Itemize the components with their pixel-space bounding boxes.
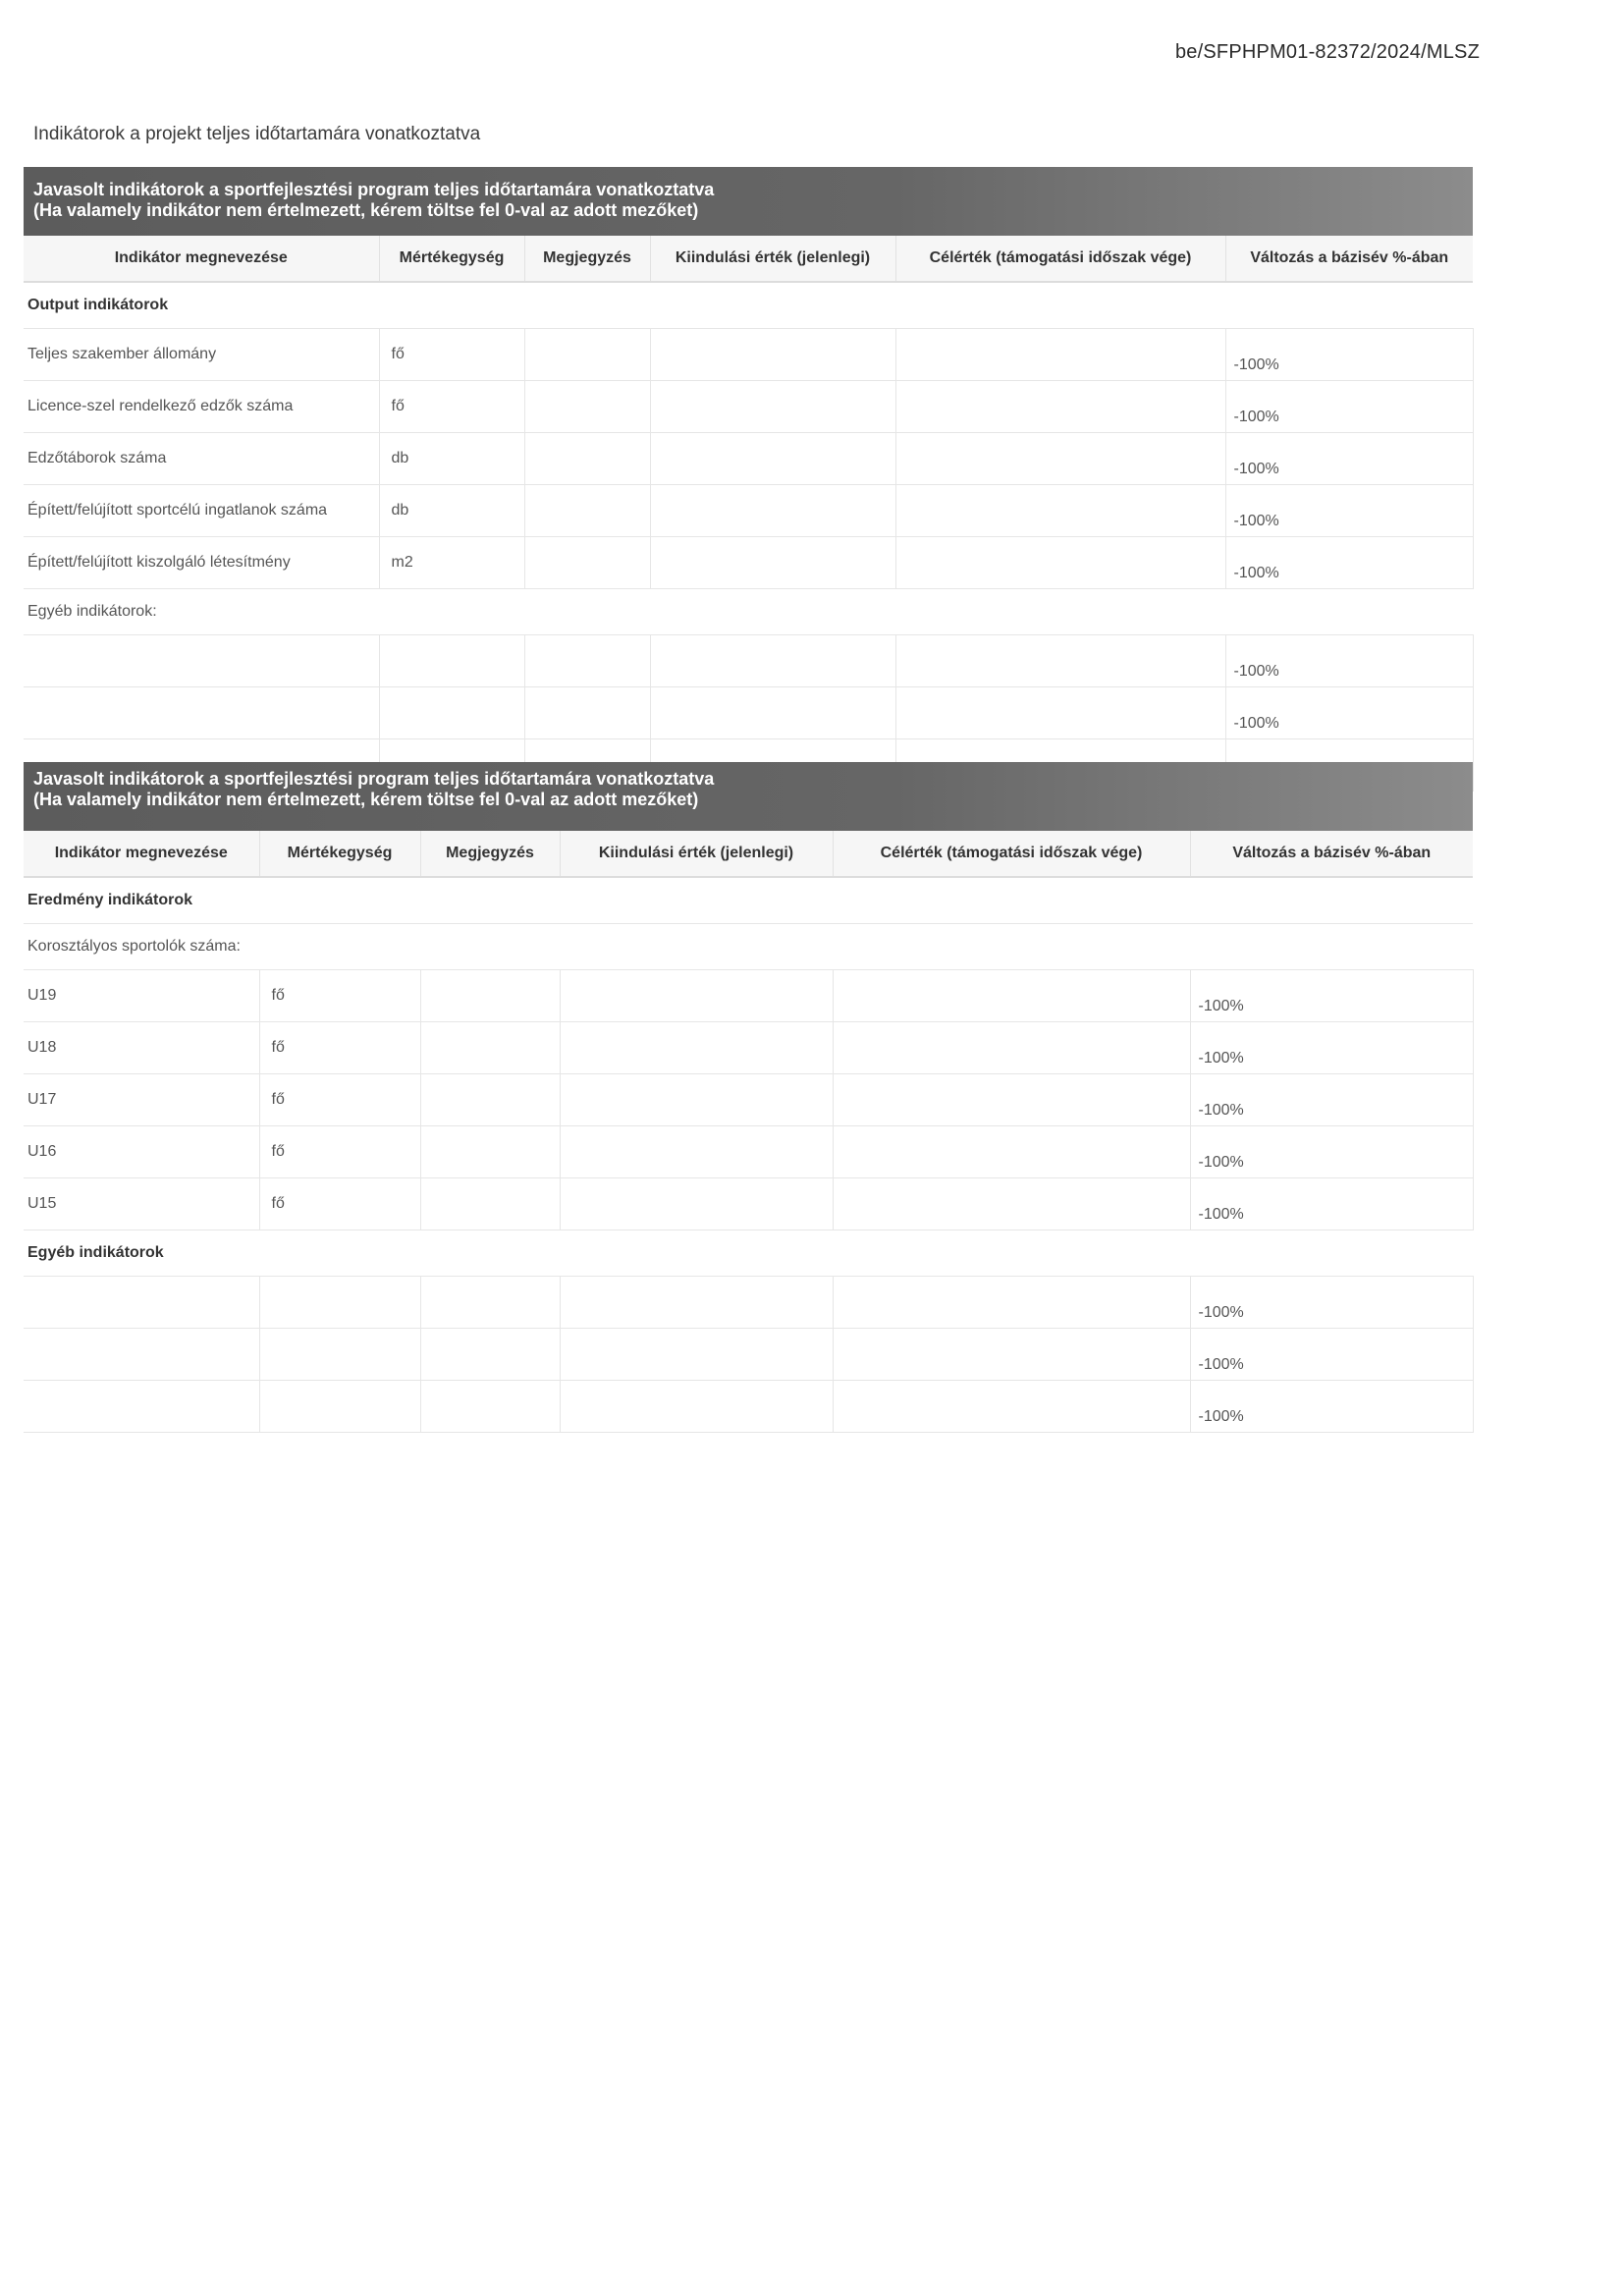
table-row [24, 1381, 1473, 1433]
target-cell[interactable] [833, 1277, 1190, 1329]
column-header-target: Célérték (támogatási időszak vége) [833, 831, 1190, 877]
baseline-cell[interactable] [650, 635, 895, 687]
baseline-cell[interactable] [560, 970, 833, 1022]
table-row [24, 1022, 1473, 1074]
table-header-line1: Javasolt indikátorok a sportfejlesztési program teljes időtartamára vonatkoztatva [33, 180, 715, 199]
target-cell[interactable] [833, 1178, 1190, 1230]
target-cell[interactable] [895, 329, 1225, 381]
target-cell[interactable] [833, 970, 1190, 1022]
baseline-cell[interactable] [560, 1126, 833, 1178]
change-cell: -100% [1190, 1074, 1473, 1126]
indicator-table-output [24, 167, 1473, 792]
change-cell: -100% [1190, 1126, 1473, 1178]
indicator-name-cell[interactable] [24, 1329, 259, 1381]
baseline-cell[interactable] [560, 1178, 833, 1230]
baseline-cell[interactable] [650, 537, 895, 589]
table-header-banner [24, 762, 1473, 831]
change-cell: -100% [1225, 687, 1473, 739]
change-cell: -100% [1225, 329, 1473, 381]
table-row [24, 687, 1473, 739]
change-cell: -100% [1190, 1022, 1473, 1074]
indicator-table [24, 831, 1474, 1433]
column-header-row [24, 831, 1473, 877]
table-row [24, 1074, 1473, 1126]
column-header-change: Változás a bázisév %-ában [1225, 236, 1473, 282]
baseline-cell[interactable] [650, 485, 895, 537]
target-cell[interactable] [895, 687, 1225, 739]
note-cell[interactable] [524, 537, 650, 589]
indicator-name: U17 [24, 1074, 259, 1126]
unit-cell: db [379, 485, 524, 537]
table-header-line1: Javasolt indikátorok a sportfejlesztési program teljes időtartamára vonatkoztatva [33, 769, 715, 789]
table-row [24, 1277, 1473, 1329]
unit-cell: m2 [379, 537, 524, 589]
indicator-name: U18 [24, 1022, 259, 1074]
note-cell[interactable] [420, 1074, 560, 1126]
target-cell[interactable] [833, 1074, 1190, 1126]
baseline-cell[interactable] [560, 1022, 833, 1074]
table-row [24, 1329, 1473, 1381]
indicator-name-cell[interactable] [24, 1277, 259, 1329]
age-group-note: Korosztályos sportolók száma: [24, 924, 1473, 970]
unit-cell[interactable] [259, 1277, 420, 1329]
change-cell: -100% [1190, 1329, 1473, 1381]
section-title-other: Egyéb indikátorok: [24, 589, 1473, 635]
note-cell[interactable] [524, 485, 650, 537]
change-cell: -100% [1225, 485, 1473, 537]
indicator-name-cell[interactable] [24, 635, 379, 687]
table-row [24, 329, 1473, 381]
target-cell[interactable] [833, 1329, 1190, 1381]
baseline-cell[interactable] [560, 1329, 833, 1381]
change-cell: -100% [1190, 970, 1473, 1022]
baseline-cell[interactable] [650, 433, 895, 485]
note-cell[interactable] [420, 1022, 560, 1074]
column-header-baseline: Kiindulási érték (jelenlegi) [560, 831, 833, 877]
note-cell[interactable] [524, 329, 650, 381]
note-cell[interactable] [420, 1178, 560, 1230]
page-title: Indikátorok a projekt teljes időtartamára vonatkoztatva [33, 124, 481, 144]
indicator-name: Edzőtáborok száma [24, 433, 379, 485]
change-cell: -100% [1225, 433, 1473, 485]
indicator-name: Épített/felújított sportcélú ingatlanok száma [24, 485, 379, 537]
indicator-name: Teljes szakember állomány [24, 329, 379, 381]
note-cell[interactable] [524, 687, 650, 739]
note-cell[interactable] [420, 1381, 560, 1433]
table-row [24, 1126, 1473, 1178]
indicator-name: Licence-szel rendelkező edzők száma [24, 381, 379, 433]
note-cell[interactable] [420, 1277, 560, 1329]
unit-cell: fő [259, 1126, 420, 1178]
indicator-name: U16 [24, 1126, 259, 1178]
note-cell[interactable] [420, 1329, 560, 1381]
baseline-cell[interactable] [650, 687, 895, 739]
change-cell: -100% [1190, 1178, 1473, 1230]
indicator-table-result [24, 762, 1473, 1433]
section-row [24, 282, 1473, 329]
unit-cell: fő [379, 329, 524, 381]
column-header-unit: Mértékegység [259, 831, 420, 877]
note-cell[interactable] [420, 970, 560, 1022]
indicator-name: U19 [24, 970, 259, 1022]
table-header-line2: (Ha valamely indikátor nem értelmezett, kérem töltse fel 0-val az adott mezőket) [33, 790, 699, 809]
column-header-change: Változás a bázisév %-ában [1190, 831, 1473, 877]
column-header-note: Megjegyzés [420, 831, 560, 877]
unit-cell: fő [259, 1074, 420, 1126]
note-cell[interactable] [524, 635, 650, 687]
section-row [24, 877, 1473, 924]
column-header-row [24, 236, 1473, 282]
baseline-cell[interactable] [560, 1277, 833, 1329]
note-row [24, 924, 1473, 970]
table-header-banner [24, 167, 1473, 236]
section-title-result: Eredmény indikátorok [24, 877, 1473, 924]
document-reference: be/SFPHPM01-82372/2024/MLSZ [1174, 41, 1480, 63]
unit-cell[interactable] [259, 1329, 420, 1381]
section-row [24, 589, 1473, 635]
section-row [24, 1230, 1473, 1277]
table-row [24, 381, 1473, 433]
table-row [24, 970, 1473, 1022]
target-cell[interactable] [895, 433, 1225, 485]
target-cell[interactable] [833, 1022, 1190, 1074]
unit-cell: db [379, 433, 524, 485]
target-cell[interactable] [833, 1381, 1190, 1433]
indicator-name: U15 [24, 1178, 259, 1230]
table-row [24, 485, 1473, 537]
indicator-table [24, 236, 1474, 792]
change-cell: -100% [1225, 537, 1473, 589]
column-header-target: Célérték (támogatási időszak vége) [895, 236, 1225, 282]
change-cell: -100% [1190, 1277, 1473, 1329]
note-cell[interactable] [420, 1126, 560, 1178]
unit-cell: fő [259, 970, 420, 1022]
change-cell: -100% [1190, 1381, 1473, 1433]
baseline-cell[interactable] [560, 1074, 833, 1126]
table-row [24, 433, 1473, 485]
table-row [24, 537, 1473, 589]
note-cell[interactable] [524, 381, 650, 433]
target-cell[interactable] [895, 485, 1225, 537]
table-row [24, 1178, 1473, 1230]
column-header-baseline: Kiindulási érték (jelenlegi) [650, 236, 895, 282]
indicator-name-cell[interactable] [24, 1381, 259, 1433]
indicator-name: Épített/felújított kiszolgáló létesítmény [24, 537, 379, 589]
change-cell: -100% [1225, 635, 1473, 687]
unit-cell: fő [379, 381, 524, 433]
column-header-unit: Mértékegység [379, 236, 524, 282]
target-cell[interactable] [833, 1126, 1190, 1178]
section-title-other: Egyéb indikátorok [24, 1230, 1473, 1277]
column-header-name: Indikátor megnevezése [24, 236, 379, 282]
table-row [24, 635, 1473, 687]
baseline-cell[interactable] [650, 381, 895, 433]
note-cell[interactable] [524, 433, 650, 485]
table-header-line2: (Ha valamely indikátor nem értelmezett, kérem töltse fel 0-val az adott mezőket) [33, 200, 699, 220]
target-cell[interactable] [895, 381, 1225, 433]
indicator-name-cell[interactable] [24, 687, 379, 739]
target-cell[interactable] [895, 537, 1225, 589]
change-cell: -100% [1225, 381, 1473, 433]
target-cell[interactable] [895, 635, 1225, 687]
unit-cell[interactable] [379, 687, 524, 739]
baseline-cell[interactable] [650, 329, 895, 381]
unit-cell[interactable] [259, 1381, 420, 1433]
unit-cell: fő [259, 1178, 420, 1230]
column-header-note: Megjegyzés [524, 236, 650, 282]
section-title-output: Output indikátorok [24, 282, 1473, 329]
unit-cell[interactable] [379, 635, 524, 687]
baseline-cell[interactable] [560, 1381, 833, 1433]
unit-cell: fő [259, 1022, 420, 1074]
column-header-name: Indikátor megnevezése [24, 831, 259, 877]
